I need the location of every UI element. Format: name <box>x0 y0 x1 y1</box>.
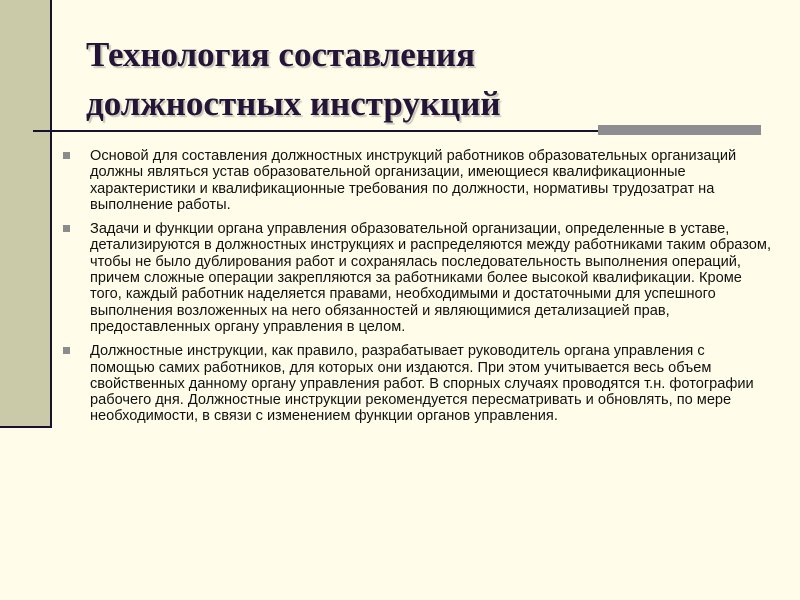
title-line-2: должностных инструкций <box>86 84 501 123</box>
decorative-accent-bar <box>598 125 761 135</box>
bullet-text: Задачи и функции органа управления образовательной организации, определенные в уставе, детализируются в должностных инструкциях и распределяются между работниками таким образом, чтобы не было дублирования работ и сохранялась последовательность выполнения операций, причем сложные операции закрепляются за работниками более высокой квалификации. Кроме того, каждый работник наделяется правами, необходимыми и достаточными для успешного выполнения возложенных на него обязанностей и являющимися детализацией прав, предоставленных органу управления в целом. <box>90 221 771 335</box>
bullet-text: Основой для составления должностных инструкций работников образовательных организаций должны являться устав образовательной организации, имеющиеся квалификационные характеристики и квалификационные требования по должности, нормативы трудозатрат на выполнение работы. <box>90 148 737 213</box>
bullet-item <box>60 148 772 213</box>
decorative-side-band <box>0 0 52 428</box>
title-line-1: Технология составления <box>86 35 475 74</box>
square-bullet-icon <box>63 347 70 354</box>
square-bullet-icon <box>63 225 70 232</box>
square-bullet-icon <box>63 152 70 159</box>
slide-title <box>86 30 726 128</box>
bullet-item <box>60 343 772 424</box>
bullet-list <box>60 148 772 433</box>
bullet-item <box>60 221 772 335</box>
bullet-text: Должностные инструкции, как правило, разрабатывает руководитель органа управления с помощью самих работников, для которых они издаются. При этом учитывается весь объем свойственных данному органу управления работ. В спорных случаях проводятся т.н. фотографии рабочего дня. Должностные инструкции рекомендуется пересматривать и обновлять, по мере необходимости, в связи с изменением функции органов управления. <box>90 343 754 425</box>
title-underline <box>33 130 598 132</box>
